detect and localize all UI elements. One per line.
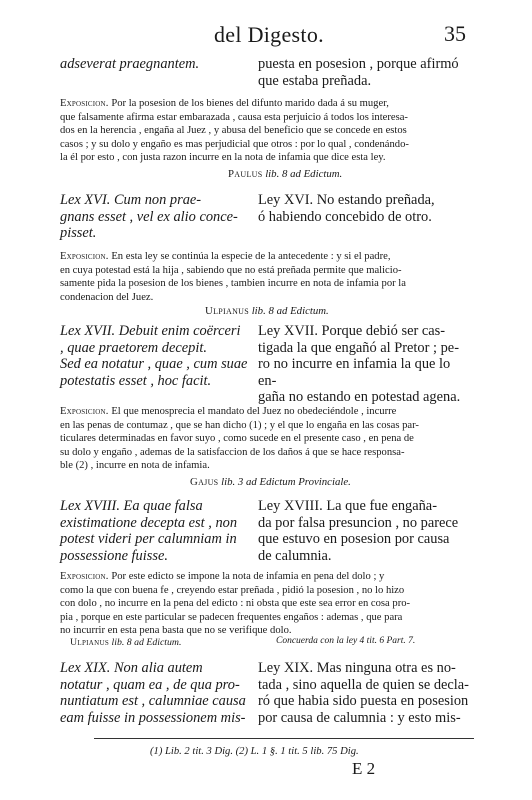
expo-line: samente pida la posesion de los bienes , tambien incurre en nota de infamia por la xyxy=(60,278,406,289)
spanish-text xyxy=(258,660,472,726)
spanish-line: tada , sino aquella de quien se decla- xyxy=(258,676,469,693)
latin-line: notatur , quam ea , de qua pro- xyxy=(60,676,240,693)
page-number: 35 xyxy=(444,21,466,46)
latin-line: Lex XVIII. Ea quae falsa xyxy=(60,498,203,514)
spanish-line: gaña no estando en potestad agena. xyxy=(258,389,461,405)
expo-label: Exposicion. xyxy=(60,571,109,582)
latin-line: Sed ea notatur , quae , cum suae xyxy=(60,356,248,372)
latin-line: existimatione decepta est , non xyxy=(60,514,238,531)
latin-line: nuntiatum est , calumniae causa xyxy=(60,693,246,709)
exposicion-block xyxy=(60,405,472,473)
spanish-line: ro no incurre en infamia la que lo en- xyxy=(258,356,451,389)
spanish-line: ó habiendo concebido de otro. xyxy=(258,208,432,225)
latin-line: eam fuisse in possessionem mis- xyxy=(60,709,246,726)
expo-line: Exposicion. Por la posesion de los bienes del difunto marido dada á su muger, xyxy=(60,98,389,109)
signature-mark: E 2 xyxy=(352,759,376,778)
expo-line: la él por esto , con justa razon incurre en la nota de infamia que dice esta ley. xyxy=(60,152,386,163)
expo-line: dos en la herencia , engaña al Juez , y abusa del beneficio que se concede en estos xyxy=(60,125,407,136)
latin-line: potest videri per calumniam in xyxy=(60,531,237,547)
exposicion-block xyxy=(60,97,472,165)
spanish-line: Ley XVI. No estando preñada, xyxy=(258,192,435,208)
spanish-line: puesta en posesion , porque afirmó xyxy=(258,56,459,72)
latin-text xyxy=(60,56,250,73)
latin-text xyxy=(60,660,250,726)
expo-line: que falsamente afirma estar embarazada , causa esta perjuicio á todos los interesa- xyxy=(60,111,408,123)
expo-line: su dolo y engaño , ademas de la satisfaccion de los daños á que se hace responsa- xyxy=(60,446,405,458)
latin-line: adseverat praegnantem. xyxy=(60,56,200,72)
expo-line: pia , porque en este particular se padecen frequentes engaños : ademas , que para xyxy=(60,611,403,623)
spanish-text xyxy=(258,56,472,89)
spanish-text xyxy=(258,498,472,564)
exposicion-block xyxy=(60,250,472,304)
latin-line: , quae praetorem decepit. xyxy=(60,339,207,356)
expo-line: ticulares determinadas en favor suyo , como sucede en el presente caso , en pena de xyxy=(60,433,414,444)
expo-line: como la que con buena fe , creyendo estar preñada , pidió la posesion , no lo hizo xyxy=(60,584,405,596)
spanish-text xyxy=(258,192,472,225)
source-citation: Ulpianus lib. 8 ad Edictum. xyxy=(205,305,329,317)
expo-label: Exposicion. xyxy=(60,406,109,417)
expo-line: con dolo , no incurre en la pena del edicto : ni obsta que este sea error en cosa pro- xyxy=(60,598,411,609)
source-citation: Ulpianus lib. 8 ad Edictum. xyxy=(70,637,182,648)
expo-line: Exposicion. En esta ley se continúa la especie de la antecedente : y si el padre, xyxy=(60,251,391,262)
expo-line: ble (2) , incurre en nota de infamia. xyxy=(60,460,210,471)
spanish-line: por causa de calumnia : y esto mis- xyxy=(258,709,461,726)
expo-line: condenacion del Juez. xyxy=(60,291,154,303)
spanish-line: tigada la que engañó al Pretor ; pe- xyxy=(258,339,459,356)
source-citation: Paulus lib. 8 ad Edictum. xyxy=(228,168,343,180)
page-title: del Digesto. xyxy=(214,22,324,47)
expo-line: Exposicion. Por este edicto se impone la nota de infamia en pena del dolo ; y xyxy=(60,571,385,582)
latin-text xyxy=(60,192,250,242)
spanish-line: que estuvo en posesion por causa xyxy=(258,531,450,547)
concordance-note: Concuerda con la ley 4 tit. 6 Part. 7. xyxy=(276,636,416,646)
footnotes: (1) Lib. 2 tit. 3 Dig. (2) L. 1 §. 1 tit. 5 lib. 75 Dig. xyxy=(150,746,359,757)
spanish-line: Ley XVIII. La que fue engaña- xyxy=(258,498,437,514)
source-citation: Gajus lib. 3 ad Edictum Provinciale. xyxy=(190,476,351,488)
latin-text xyxy=(60,323,250,389)
latin-line: possessione fuisse. xyxy=(60,547,168,564)
spanish-line: da por falsa presuncion , no parece xyxy=(258,514,459,531)
spanish-text xyxy=(258,323,472,406)
expo-line: Exposicion. El que menosprecia el mandato del Juez no obedeciéndole , incurre xyxy=(60,406,397,417)
spanish-line: que estaba preñada. xyxy=(258,72,372,89)
latin-line: potestatis esset , hoc facit. xyxy=(60,372,212,389)
spanish-line: Ley XVII. Porque debió ser cas- xyxy=(258,323,446,339)
spanish-line: ró que habia sido puesta en posesion xyxy=(258,693,469,709)
spanish-line: Ley XIX. Mas ninguna otra es no- xyxy=(258,660,456,676)
expo-line: casos ; y su dolo y engaño es mas perjudicial que otros : por lo qual , condenándo- xyxy=(60,138,409,150)
expo-label: Exposicion. xyxy=(60,98,109,109)
latin-text xyxy=(60,498,250,564)
latin-line: Lex XIX. Non alia autem xyxy=(60,660,203,676)
expo-line: no incurrir en esta pena basta que no se verifique dolo. xyxy=(60,625,292,636)
latin-line: pisset. xyxy=(60,225,97,241)
expo-line: en las penas de contumaz , que se han dicho (1) ; y el que lo engaña en las cosas par- xyxy=(60,419,419,431)
latin-line: Lex XVII. Debuit enim coërceri xyxy=(60,323,241,339)
spanish-line: de calumnia. xyxy=(258,547,332,564)
expo-line: en cuya potestad está la hija , sabiendo que no está preñada permite que maliciо- xyxy=(60,264,402,276)
expo-label: Exposicion. xyxy=(60,251,109,262)
latin-line: Lex XVI. Cum non prae- xyxy=(60,192,202,208)
exposicion-block xyxy=(60,570,472,638)
latin-line: gnans esset , vel ex alio conce- xyxy=(60,208,238,225)
footnote-divider xyxy=(94,738,474,739)
